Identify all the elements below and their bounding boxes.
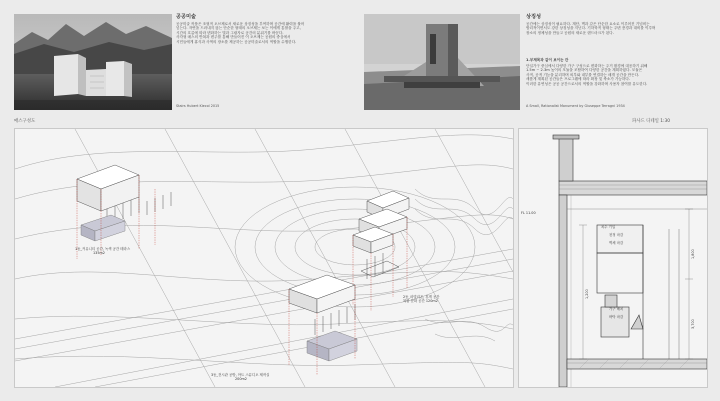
annotation-building-3 — [211, 373, 269, 381]
symbolism-title: 상징성 — [526, 14, 542, 20]
annotation-line: 135m2 — [93, 251, 105, 256]
building-1 — [77, 165, 171, 259]
symbolism-line: 공간에는 상징성이 필요하다. 계단, 벽과 같은 단순한 요소로 이루어진 기념비는 — [526, 22, 650, 26]
annotation-building-2 — [403, 295, 440, 303]
annotation-line: 복합 문화 공간 120m2 — [403, 299, 438, 304]
symbolism-credit: A Small, Rationalist Monument by Giuseppe Terragni 1934 — [526, 104, 625, 108]
detail-note-level: FL 11.00 — [521, 211, 536, 215]
symbolism-sub-line: 1.5m ~ 2.3m 높이의 모듈을 조합하여 다양한 공간을 계획하였다. 모듈은 — [526, 68, 643, 73]
annotation-line: 200m2 — [235, 377, 247, 382]
dimension-value-1: 1,800 — [691, 249, 695, 259]
facade-detail-panel — [518, 128, 708, 388]
symbolism-body — [526, 22, 706, 35]
annotation-line: 1동_커뮤니티 공간, 녹색 공간 테라스 — [75, 247, 131, 251]
symbolism-subtitle: 1.부제목과 같이 보이는 칸 — [526, 58, 569, 62]
public-art-line: 시민들에게 휴식과 사색의 장소를 제공하는 공공미술로서의 역할을 수행한다. — [176, 39, 297, 44]
symbolism-sub-line: 새롭게 계획된 공간들은 프로그램에 따라 확장 및 축소가 가능하다. — [526, 77, 631, 82]
mass-diagram-panel — [14, 128, 514, 388]
symbolism-sub-body — [526, 64, 706, 86]
mass-section-label: 매스구성도 — [14, 119, 36, 124]
dimension-value-3: 1,200 — [585, 289, 589, 299]
detail-note-floor: 바닥 마감 — [609, 315, 624, 319]
monument-photo — [364, 14, 520, 110]
detail-note-ceiling: 천정 마감 — [609, 233, 624, 237]
public-art-credit: Stairs Hubert Kiecol 2015 — [176, 104, 220, 108]
detail-note-furniture: 가구 배치 — [609, 307, 624, 311]
public-art-line: 사각형 매스의 반복과 변주를 통해 만들어진 이 오브제는 공원의 중심에서 — [176, 35, 291, 40]
symbolism-line: 장소의 정체성을 만들고 공원의 새로운 랜드마크가 된다. — [526, 30, 614, 35]
public-art-title: 공공미술 — [176, 14, 197, 20]
public-art-line: 넣는다. 자연을 드러내지 않는 단순한 형태의 오브제는 보는 이에게 통찰을 주고, — [176, 26, 301, 31]
sculpture-photo-image — [14, 14, 172, 110]
annotation-line: 2동_파빌리온, 휴게 공간 — [403, 295, 440, 299]
detail-section-label: 파사드 디테일 1:30 — [632, 119, 671, 124]
symbolism-sub-line: 사적, 공적 기능을 분리하며 외부와 내부를 연결하는 매개 공간을 만든다. — [526, 72, 640, 77]
public-art-body — [176, 22, 344, 44]
symbolism-sub-line: 단일가구 중심에서 다양한 가구 구성으로 변화하는 주거 환경에 대응하기 위해 — [526, 64, 648, 68]
site-linework — [15, 129, 513, 387]
symbolism-sub-line: 이러한 유연성은 공공 공간으로서의 역할을 강화하며 사용자 참여를 유도한다. — [526, 81, 648, 86]
detail-note-dimension: 치수 기입 — [601, 225, 616, 229]
public-art-line: 시간의 흐름에 따라 변화하는 빛과 그림자로 공간의 분위기를 바꾼다. — [176, 30, 284, 35]
monument-photo-image — [364, 14, 520, 110]
sculpture-photo — [14, 14, 172, 110]
detail-note-wall: 벽체 마감 — [609, 241, 624, 245]
annotation-building-1 — [75, 247, 130, 255]
facade-section-drawing — [519, 129, 707, 387]
dimension-value-2: 3,700 — [691, 319, 695, 329]
public-art-line: 공공미술 작품은 조형적 오브제로서 새로운 상징성을 부여하며 공간에 활력을 불어 — [176, 22, 305, 26]
symbolism-line: 합리적이면서도 강한 상징성을 지닌다. 기하학적 형태는 주변 풍경과 대비를 이루며 — [526, 26, 656, 31]
annotation-line: 3동_전시관 공방, 아트 스튜디오 제작실 — [211, 373, 270, 377]
axonometric-site-plan — [15, 129, 513, 387]
